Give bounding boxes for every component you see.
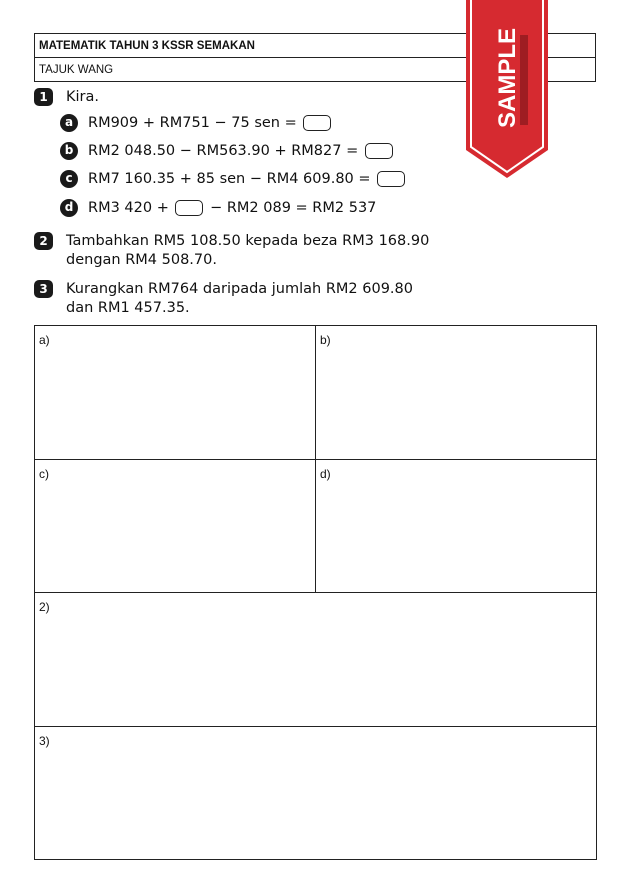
answer-box[interactable]	[377, 171, 405, 187]
answer-cell-q2[interactable]	[34, 592, 597, 727]
part-label: a	[60, 114, 78, 132]
question-3-line-1: Kurangkan RM764 daripada jumlah RM2 609.80	[66, 281, 413, 297]
question-1-instruction: Kira.	[66, 89, 99, 105]
answer-box[interactable]	[175, 200, 203, 216]
question-1	[34, 88, 434, 108]
question-3	[34, 280, 454, 320]
part-label: b	[60, 142, 78, 160]
question-2-line-2: dengan RM4 508.70.	[66, 252, 217, 268]
answer-cell-label: d)	[320, 467, 331, 481]
answer-cell-b[interactable]	[315, 325, 597, 460]
part-expression: RM7 160.35 + 85 sen − RM4 609.80 =	[88, 171, 371, 187]
part-expression-end: − RM2 089 = RM2 537	[210, 200, 377, 216]
sample-watermark	[466, 0, 548, 180]
part-expression: RM2 048.50 − RM563.90 + RM827 =	[88, 143, 359, 159]
question-3-line-2: dan RM1 457.35.	[66, 300, 190, 316]
answer-cell-a[interactable]	[34, 325, 316, 460]
subject-title: MATEMATIK TAHUN 3 KSSR SEMAKAN	[39, 39, 255, 52]
answer-cell-label: 2)	[39, 600, 50, 614]
question-number-badge: 2	[34, 232, 53, 250]
question-number-badge: 1	[34, 88, 53, 106]
part-label: d	[60, 199, 78, 217]
answer-cell-label: a)	[39, 333, 50, 347]
answer-cell-q3[interactable]	[34, 726, 597, 860]
answer-cell-d[interactable]	[315, 459, 597, 593]
answer-cell-label: 3)	[39, 734, 50, 748]
part-label: c	[60, 170, 78, 188]
part-expression: RM909 + RM751 − 75 sen =	[88, 115, 297, 131]
question-2	[34, 232, 454, 272]
question-number-badge: 3	[34, 280, 53, 298]
watermark-text: SAMPLE	[494, 27, 521, 128]
part-expression: RM3 420 +	[88, 200, 169, 216]
answer-cell-label: b)	[320, 333, 331, 347]
answer-box[interactable]	[303, 115, 331, 131]
question-2-line-1: Tambahkan RM5 108.50 kepada beza RM3 168.90	[66, 233, 430, 249]
answer-cell-c[interactable]	[34, 459, 316, 593]
answer-cell-label: c)	[39, 467, 49, 481]
answer-box[interactable]	[365, 143, 393, 159]
topic-title: TAJUK WANG	[39, 63, 114, 76]
